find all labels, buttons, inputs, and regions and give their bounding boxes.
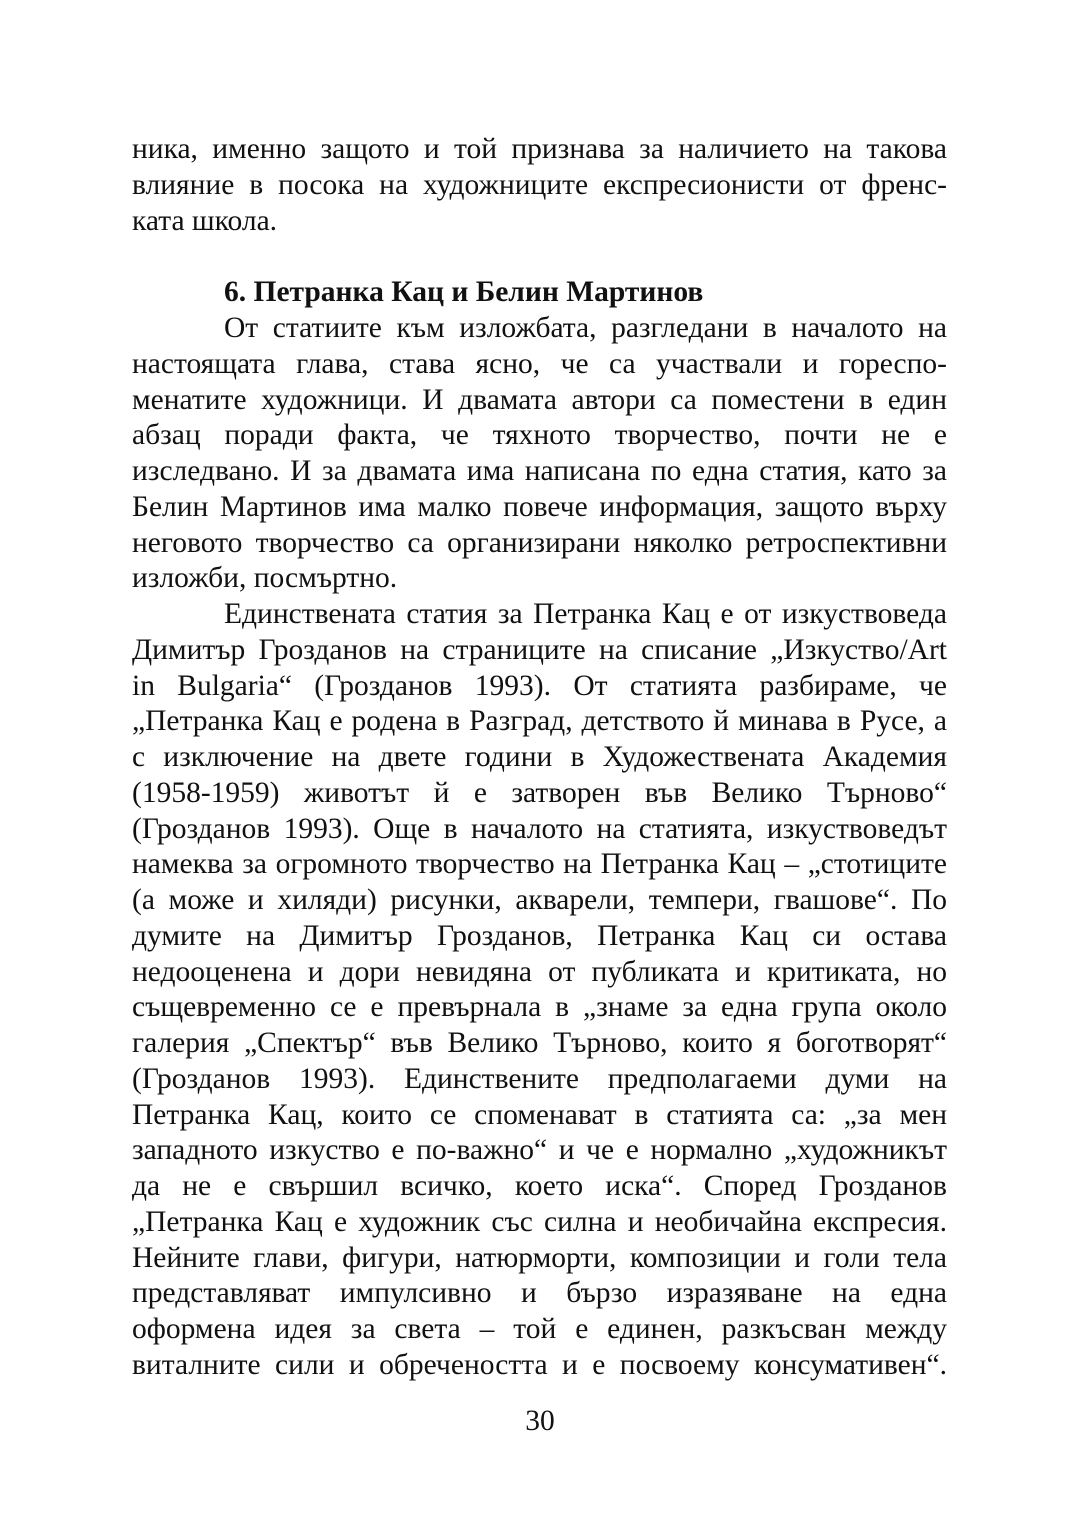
- text-line: оформена идея за света – той е единен, разкъсван между: [132, 1313, 947, 1345]
- text-line: да не е свършил всичко, което иска“. Според Грозданов: [132, 1170, 947, 1202]
- text-line: (Грозданов 1993). Още в началото на статията, изкуствоведът: [132, 812, 947, 845]
- text-line: Димитър Грозданов на страниците на списание „Изкуство/Art: [132, 633, 947, 666]
- text-line: Единствената статия за Петранка Кац е от изкуствоведа: [224, 598, 947, 630]
- text-line: in Bulgaria“ (Грозданов 1993). От статията разбираме, че: [132, 669, 947, 702]
- text-line: Петранка Кац, които се споменават в статията са: „за мен: [132, 1098, 947, 1131]
- text-line: (Грозданов 1993). Единствените предполагаеми думи на: [132, 1062, 947, 1095]
- text-line: изложби, посмъртно.: [132, 562, 398, 595]
- text-line: Белин Мартинов има малко повече информация, защото върху: [132, 490, 947, 523]
- text-line: виталните сили и обречеността и е посвоему консумативен“.: [132, 1348, 947, 1381]
- text-line: ката школа.: [132, 204, 278, 237]
- text-line: същевременно се е превърнала в „знаме за една група около: [132, 991, 947, 1024]
- paragraph-2: [132, 597, 947, 1384]
- text-line: От статиите към изложбата, разгледани в началото на: [224, 312, 947, 344]
- text-line: неговото творчество са организирани няколко ретроспективни: [132, 526, 947, 559]
- page-number: 30: [525, 1405, 555, 1437]
- text-line: ника, именно защото и той признава за наличието на такова: [132, 133, 947, 165]
- text-line: „Петранка Кац е художник със силна и необичайна експресия.: [132, 1205, 947, 1238]
- text-line: Нейните глави, фигури, натюрморти, композиции и голи тела: [132, 1241, 947, 1274]
- text-line: влияние в посока на художниците експресионисти от френс-: [132, 168, 947, 201]
- intro-paragraph: [132, 132, 947, 239]
- text-line: западното изкуство е по-важно“ и че е нормално „художникът: [132, 1134, 947, 1167]
- paragraph-gap: [132, 239, 947, 275]
- text-line: недооценена и дори невидяна от публиката и критиката, но: [132, 955, 947, 988]
- text-line: представляват импулсивно и бързо изразяване на една: [132, 1277, 947, 1310]
- page-body: [132, 132, 947, 1384]
- section-heading: 6. Петранка Кац и Белин Мартинов: [224, 276, 704, 309]
- text-line: с изключение на двете години в Художествената Академия: [132, 741, 947, 773]
- text-line: намеква за огромното творчество на Петранка Кац – „стотиците: [132, 848, 947, 881]
- text-line: „Петранка Кац е родена в Разград, детството й минава в Русе, а: [132, 705, 947, 738]
- text-line: менатите художници. И двамата автори са поместени в един: [132, 383, 947, 416]
- text-line: думите на Димитър Грозданов, Петранка Кац си остава: [132, 919, 947, 952]
- text-line: (1958-1959) животът й е затворен във Велико Търново“: [132, 776, 947, 809]
- text-line: (а може и хиляди) рисунки, акварели, темпери, гвашове“. По: [132, 884, 947, 916]
- paragraph-1: [132, 311, 947, 597]
- text-line: абзац поради факта, че тяхното творчество, почти не е: [132, 419, 947, 452]
- text-line: настоящата глава, става ясно, че са участвали и гореспо-: [132, 347, 947, 380]
- text-line: галерия „Спектър“ във Велико Търново, които я боготворят“: [132, 1027, 947, 1059]
- text-line: изследвано. И за двамата има написана по една статия, като за: [132, 455, 947, 487]
